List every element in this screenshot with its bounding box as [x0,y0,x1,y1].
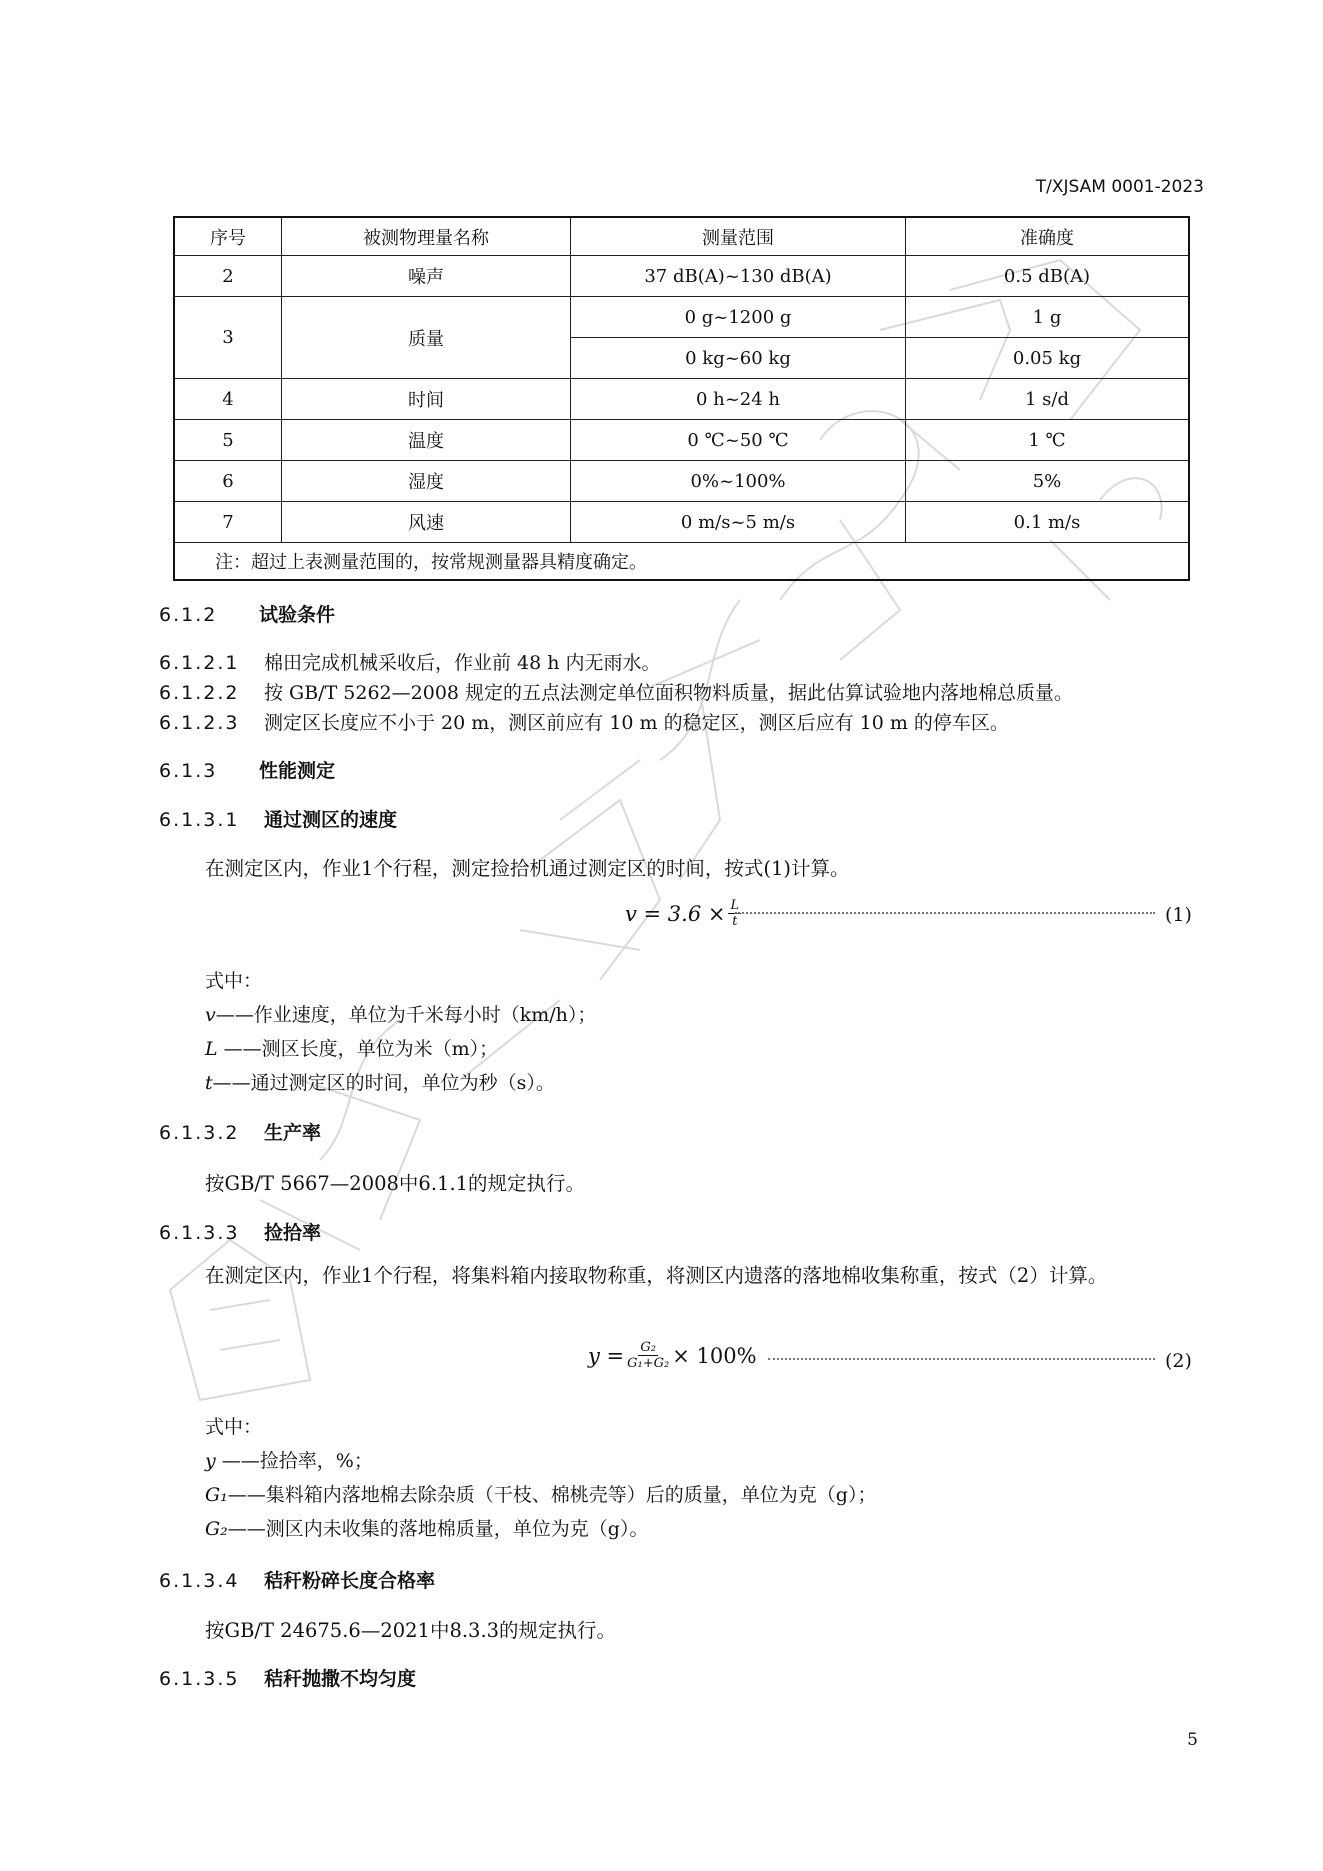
cell-name: 温度 [282,420,571,461]
leader-dots [735,912,1155,914]
clause-6-1-2-2 [159,678,1073,705]
symbol-description: ——通过测定区的时间，单位为秒（s）。 [212,1072,555,1094]
symbol-description: ——集料箱内落地棉去除杂质（干枝、棉桃壳等）后的质量，单位为克（g）； [227,1484,877,1506]
paragraph: 按GB/T 24675.6—2021中8.3.3的规定执行。 [205,1619,617,1642]
cell-no: 3 [174,297,282,379]
section-title: 秸秆抛撒不均匀度 [264,1668,417,1690]
formula-lhs: v = 3.6 × [625,901,726,926]
where-item [205,1034,498,1061]
clause-number: 6.1.2.2 [159,682,240,704]
cell-name: 湿度 [282,461,571,502]
paragraph: 在测定区内，作业1个行程，将集料箱内接取物称重，将测区内遗落的落地棉收集称重，按式（2）计算。 [205,1264,1108,1287]
cell-accuracy: 0.05 kg [906,338,1190,379]
cell-accuracy: 0.5 dB(A) [906,256,1190,297]
cell-no: 7 [174,502,282,543]
cell-range: 0%~100% [571,461,906,502]
where-item [205,1000,596,1027]
fraction-denominator: t [732,914,738,929]
cell-name: 时间 [282,379,571,420]
section-heading-6-1-3-5 [159,1664,416,1691]
symbol: v [205,1004,216,1026]
leader-dots [768,1358,1155,1360]
symbol-description: ——捡拾率，%； [215,1450,373,1472]
section-heading-6-1-3-3 [159,1218,321,1245]
clause-number: 6.1.2.1 [159,652,240,674]
section-number: 6.1.3.4 [159,1570,240,1592]
table-row [174,256,1189,297]
fraction [627,1340,669,1371]
paragraph: 在测定区内，作业1个行程，测定捡拾机通过测定区的时间，按式(1)计算。 [205,857,850,880]
symbol-description: ——测区长度，单位为米（m）； [217,1038,499,1060]
cell-no: 6 [174,461,282,502]
measurement-table [173,216,1190,581]
clause-6-1-2-3 [159,708,1009,735]
section-heading-6-1-3-4 [159,1566,435,1593]
formula-rhs: × 100% [672,1343,757,1368]
section-number: 6.1.2 [159,604,218,626]
fraction-numerator: L [730,898,740,913]
header-cell: 准确度 [906,217,1190,256]
cell-no: 4 [174,379,282,420]
symbol: G₁ [205,1484,228,1506]
formula-2 [588,1340,757,1371]
section-heading-6-1-3-2 [159,1118,321,1145]
where-item [205,1480,876,1507]
section-title: 生产率 [264,1122,322,1144]
section-title: 秸秆粉碎长度合格率 [264,1570,436,1592]
cell-name: 噪声 [282,256,571,297]
symbol-description: ——测区内未收集的落地棉质量，单位为克（g）。 [227,1518,649,1540]
formula-lhs: y = [588,1343,625,1368]
symbol: y [205,1450,216,1472]
header-cell: 被测物理量名称 [282,217,571,256]
section-number: 6.1.3.2 [159,1122,240,1144]
cell-accuracy: 0.1 m/s [906,502,1190,543]
table-row [174,420,1189,461]
section-title: 通过测区的速度 [264,809,398,831]
section-number: 6.1.3 [159,760,218,782]
section-number: 6.1.3.3 [159,1222,240,1244]
where-label: 式中： [205,1416,263,1438]
table-note: 注：超过上表测量范围的，按常规测量器具精度确定。 [174,543,1189,581]
paragraph: 按GB/T 5667—2008中6.1.1的规定执行。 [205,1172,586,1195]
symbol-description: ——作业速度，单位为千米每小时（km/h）； [215,1004,597,1026]
section-number: 6.1.3.1 [159,809,240,831]
where-item [205,1514,648,1541]
formula-1 [625,898,744,929]
section-heading-6-1-3-1 [159,805,397,832]
section-heading-6-1-3 [159,756,335,783]
cell-range: 0 kg~60 kg [571,338,906,379]
symbol: t [205,1072,213,1094]
equation-number: (1) [1165,904,1192,926]
cell-name: 质量 [282,297,571,379]
section-title: 试验条件 [259,604,336,626]
clause-text: 测定区长度应不小于 20 m，测区前应有 10 m 的稳定区，测区后应有 10 m 的停车区。 [264,712,1009,734]
table-row [174,461,1189,502]
clause-number: 6.1.2.3 [159,712,240,734]
page-number: 5 [1187,1730,1198,1750]
table-note-row [174,543,1189,581]
clause-text: 按 GB/T 5262—2008 规定的五点法测定单位面积物料质量，据此估算试验地内落地棉总质量。 [264,682,1074,704]
fraction-numerator: G₂ [640,1340,656,1355]
fraction-denominator: G₁+G₂ [627,1356,670,1371]
cell-range: 0 ℃~50 ℃ [571,420,906,461]
symbol: G₂ [205,1518,228,1540]
header-cell: 序号 [174,217,282,256]
cell-accuracy: 1 ℃ [906,420,1190,461]
cell-accuracy: 1 g [906,297,1190,338]
table-row [174,502,1189,543]
table-row [174,379,1189,420]
section-heading-6-1-2 [159,600,335,627]
where-label: 式中： [205,970,263,992]
cell-range: 37 dB(A)~130 dB(A) [571,256,906,297]
document-code: T/XJSAM 0001-2023 [1035,177,1204,197]
cell-name: 风速 [282,502,571,543]
section-title: 捡拾率 [264,1222,322,1244]
equation-number: (2) [1165,1350,1192,1372]
cell-accuracy: 5% [906,461,1190,502]
table-row [174,297,1189,338]
where-item [205,1068,555,1095]
section-number: 6.1.3.5 [159,1668,240,1690]
clause-6-1-2-1 [159,648,661,675]
cell-range: 0 m/s~5 m/s [571,502,906,543]
symbol: L [205,1038,218,1060]
cell-range: 0 g~1200 g [571,297,906,338]
cell-accuracy: 1 s/d [906,379,1190,420]
cell-no: 5 [174,420,282,461]
table-header-row [174,217,1189,256]
cell-no: 2 [174,256,282,297]
where-item [205,1446,373,1473]
cell-range: 0 h~24 h [571,379,906,420]
clause-text: 棉田完成机械采收后，作业前 48 h 内无雨水。 [264,652,661,674]
header-cell: 测量范围 [571,217,906,256]
section-title: 性能测定 [259,760,336,782]
